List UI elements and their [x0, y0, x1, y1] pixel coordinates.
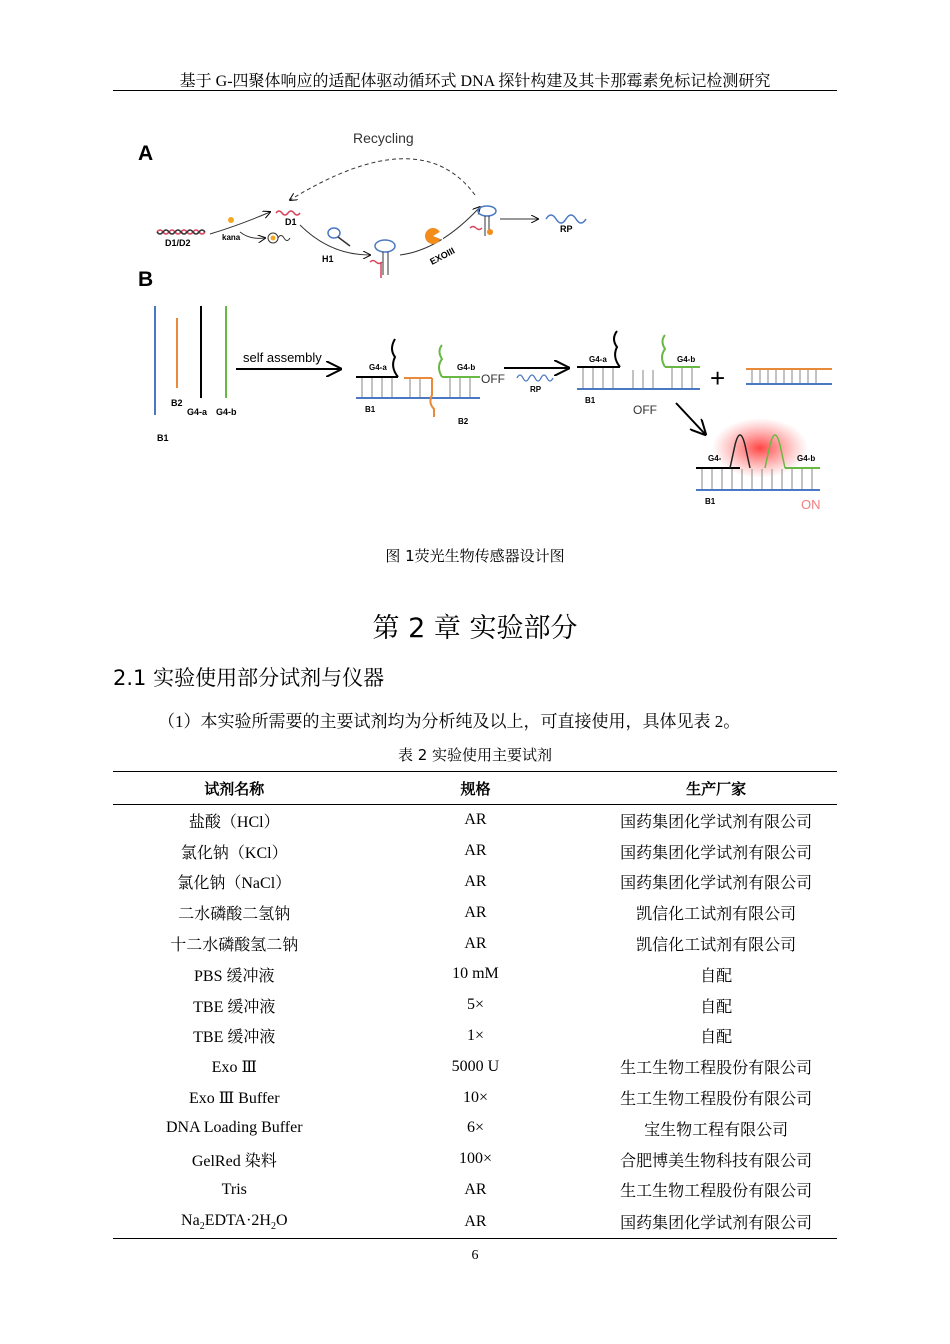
cell-reagent-name: TBE 缓冲液: [193, 1029, 276, 1047]
cell-spec: 5×: [466, 996, 484, 1014]
formula-subscript: 2: [199, 1220, 205, 1232]
plus-sign: +: [710, 363, 726, 393]
cell-spec: AR: [464, 1180, 487, 1198]
d1-label: D1: [285, 217, 297, 227]
cell-reagent-name: GelRed 染料: [191, 1152, 277, 1170]
g4a-label: G4-a: [187, 407, 208, 417]
cell-reagent-name: 十二水磷酸氢二钠: [170, 937, 299, 955]
duplex1-g4b-label: G4-b: [457, 363, 476, 372]
duplex1-g4a-label: G4-a: [369, 363, 387, 372]
cell-reagent-name: 盐酸（HCl）: [188, 813, 280, 831]
cell-manufacturer: 国药集团化学试剂有限公司: [620, 813, 813, 831]
cell-manufacturer: 自配: [700, 967, 733, 985]
duplex3-g4b-label: G4-b: [797, 454, 816, 463]
panel-a-label: A: [138, 142, 154, 165]
panel-b-label: B: [138, 268, 154, 291]
cell-spec: 1×: [466, 1026, 484, 1044]
off-label-1: OFF: [481, 372, 505, 386]
header-divider: [113, 90, 837, 91]
cell-reagent-name: 氯化钠（NaCl）: [177, 875, 292, 893]
cell-spec: 100×: [458, 1150, 492, 1168]
duplex1-b2-label: B2: [458, 417, 469, 426]
biosensor-design-figure: [0, 110, 950, 530]
duplex2-b1-label: B1: [585, 396, 596, 405]
exo-label: EXOIII: [428, 245, 457, 267]
cell-manufacturer: 生工生物工程股份有限公司: [620, 1060, 813, 1078]
cell-spec: AR: [464, 903, 487, 921]
cell-spec: 5000 U: [451, 1057, 500, 1075]
cell-manufacturer: 合肥博美生物科技有限公司: [620, 1152, 813, 1170]
off-label-2: OFF: [633, 403, 657, 417]
formula-subscript: 2: [270, 1220, 276, 1232]
table-row: [113, 990, 837, 1021]
table-row: [113, 805, 837, 836]
table-header-row: [113, 772, 837, 805]
cell-manufacturer: 生工生物工程股份有限公司: [620, 1183, 813, 1201]
duplex3-g4a-label: G4-: [708, 454, 722, 463]
running-header: 基于 G-四聚体响应的适配体驱动循环式 DNA 探针构建及其卡那霉素免标记检测研究: [179, 73, 771, 90]
cell-reagent-name: 二水磷酸二氢钠: [178, 906, 291, 924]
cell-manufacturer: 凯信化工试剂有限公司: [636, 937, 797, 955]
cell-manufacturer: 生工生物工程股份有限公司: [620, 1091, 813, 1109]
header-reagent-name: 试剂名称: [204, 779, 265, 798]
cell-spec: 10 mM: [452, 965, 499, 983]
body-paragraph: （1）本实验所需要的主要试剂均为分析纯及以上，可直接使用，具体见表 2。: [158, 712, 741, 731]
cell-reagent-name: 氯化钠（KCl）: [180, 844, 288, 862]
cell-spec: 6×: [466, 1119, 484, 1137]
table-row: [113, 836, 837, 867]
cell-reagent-name: PBS 缓冲液: [194, 967, 275, 985]
cell-spec: AR: [464, 842, 487, 860]
self-assembly-label: self assembly: [243, 350, 322, 365]
cell-reagent-name: Tris: [221, 1180, 247, 1198]
rp-label: RP: [560, 224, 573, 234]
rp-strand: [546, 215, 586, 223]
kanamycin-icon: [228, 217, 234, 223]
cell-reagent-name: DNA Loading Buffer: [165, 1119, 303, 1137]
cell-spec: AR: [464, 811, 487, 829]
table-row: [113, 1113, 837, 1144]
table-row: [113, 897, 837, 928]
header-spec: 规格: [460, 779, 491, 798]
chapter-title: 第 2 章 实验部分: [372, 613, 578, 644]
cell-manufacturer: 凯信化工试剂有限公司: [636, 906, 797, 924]
d1d2-label: D1/D2: [165, 238, 191, 248]
duplex3-b1-label: B1: [705, 497, 716, 506]
recycling-label: Recycling: [353, 130, 414, 146]
reagents-table: [113, 771, 837, 1239]
formula-part: O: [275, 1211, 288, 1229]
duplex1-b1-label: B1: [365, 405, 376, 414]
cell-reagent-name: [113, 1205, 356, 1239]
table-row: [113, 1205, 837, 1239]
header-manufacturer: 生产厂家: [686, 779, 747, 798]
page-number: 6: [471, 1248, 479, 1263]
formula-part: EDTA·2H: [204, 1211, 271, 1229]
recycling-arrow: [290, 159, 475, 200]
b2-label: B2: [171, 398, 183, 408]
table-row: [113, 867, 837, 898]
table-row: [113, 928, 837, 959]
h1-hairpin: [328, 228, 340, 238]
table-row: [113, 1175, 837, 1206]
cell-manufacturer: 国药集团化学试剂有限公司: [620, 875, 813, 893]
d1-strand: [276, 211, 300, 215]
cell-reagent-name: TBE 缓冲液: [193, 998, 276, 1016]
kana-label: kana: [222, 233, 241, 242]
table-caption: 表 2 实验使用主要试剂: [397, 746, 553, 764]
cell-reagent-name: Exo Ⅲ Buffer: [188, 1089, 280, 1107]
cell-spec: AR: [464, 872, 487, 890]
duplex2-g4a-label: G4-a: [589, 355, 607, 364]
cell-manufacturer: 宝生物工程有限公司: [644, 1121, 789, 1139]
duplex2-g4b-label: G4-b: [677, 355, 696, 364]
table-row: [113, 1051, 837, 1082]
cell-spec: AR: [464, 1212, 487, 1230]
cell-manufacturer: 自配: [700, 1029, 733, 1047]
table-row: [113, 1082, 837, 1113]
rp-label-b: RP: [530, 385, 542, 394]
h1-label: H1: [322, 254, 334, 264]
figure-caption: 图 1荧光生物传感器设计图: [385, 547, 565, 565]
table-row: [113, 1021, 837, 1052]
table-row: [113, 959, 837, 990]
cell-manufacturer: 自配: [700, 998, 733, 1016]
g4b-label: G4-b: [216, 407, 237, 417]
formula-part: Na: [181, 1211, 200, 1229]
table-row: [113, 1144, 837, 1175]
cell-manufacturer: 国药集团化学试剂有限公司: [620, 844, 813, 862]
b2-rp-duplex: [746, 369, 832, 384]
cell-spec: AR: [464, 934, 487, 952]
on-label: ON: [801, 497, 821, 512]
b1-label: B1: [157, 433, 169, 443]
cell-spec: 10×: [462, 1088, 488, 1106]
cell-manufacturer: 国药集团化学试剂有限公司: [620, 1215, 813, 1233]
section-title: 2.1 实验使用部分试剂与仪器: [113, 666, 385, 690]
cell-reagent-name: Exo Ⅲ: [211, 1058, 257, 1076]
